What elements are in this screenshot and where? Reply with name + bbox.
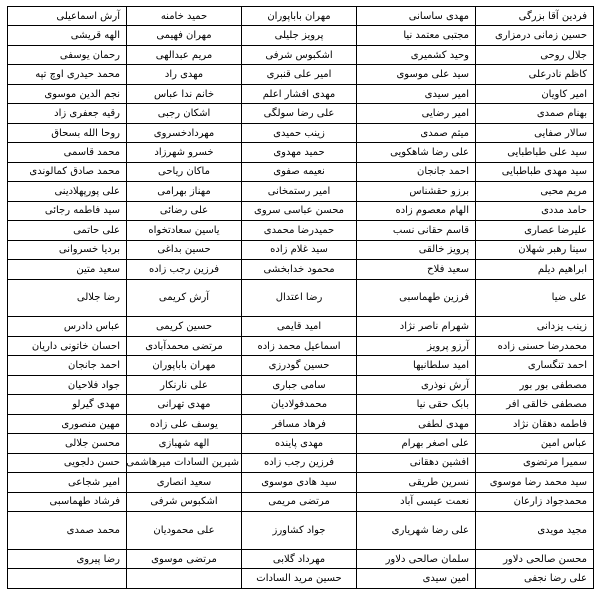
name-cell: محمدجواد زارعان <box>476 492 594 511</box>
name-cell: مهدی پاینده <box>242 434 357 453</box>
name-cell: سید غلام زاده <box>242 240 357 259</box>
name-cell: مهدی لطفی <box>357 414 476 433</box>
table-row <box>8 104 594 123</box>
name-cell: مصطفی خالقی افر <box>476 395 594 414</box>
name-cell: اسماعیل محمد زاده <box>242 336 357 355</box>
name-cell: فرزین رجب زاده <box>242 453 357 472</box>
table-row <box>8 569 594 589</box>
table-row <box>8 162 594 181</box>
name-cell: رقیه جعفری زاد <box>8 104 127 123</box>
name-cell: آرزو پرویز <box>357 336 476 355</box>
table-row <box>8 395 594 414</box>
name-cell: آرش اسماعیلی <box>8 7 127 26</box>
names-table <box>7 6 594 589</box>
name-cell: قاسم حقانی نسب <box>357 221 476 240</box>
table-row <box>8 453 594 472</box>
name-cell: فردین آقا بزرگی <box>476 7 594 26</box>
name-cell: مرتضی موسوی <box>127 549 242 568</box>
name-cell: بردیا خسروانی <box>8 240 127 259</box>
name-cell: زینب یزدانی <box>476 317 594 336</box>
name-cell: نعمت عیسی آباد <box>357 492 476 511</box>
name-cell: مهرداد گلابی <box>242 549 357 568</box>
name-cell: رضا جلالی <box>8 279 127 317</box>
name-cell: امیر رضایی <box>357 104 476 123</box>
name-cell: الهام معصوم زاده <box>357 201 476 220</box>
name-cell: علی ضیا <box>476 279 594 317</box>
name-cell: عباس امین <box>476 434 594 453</box>
name-cell: رحمان یوسفی <box>8 45 127 64</box>
name-cell: حسین زمانی درمزاری <box>476 26 594 45</box>
name-cell: فرزین طهماسبی <box>357 279 476 317</box>
table-row <box>8 65 594 84</box>
name-cell: امیر شجاعی <box>8 473 127 492</box>
name-cell: خانم ندا عباس <box>127 84 242 103</box>
name-cell: محمد حیدری اوچ تپه <box>8 65 127 84</box>
names-table-body <box>8 7 594 589</box>
name-cell: جواد فلاحیان <box>8 375 127 394</box>
name-cell: یاسین سعادتخواه <box>127 221 242 240</box>
name-cell: محمود خدابخشی <box>242 260 357 279</box>
name-cell: محمد قاسمی <box>8 143 127 162</box>
name-cell: محمدرضا حسنی زاده <box>476 336 594 355</box>
name-cell: الهه قریشی <box>8 26 127 45</box>
table-row <box>8 336 594 355</box>
name-cell: محمدفولادیان <box>242 395 357 414</box>
name-cell: نعیمه صفوی <box>242 162 357 181</box>
table-row <box>8 182 594 201</box>
name-cell: آرش کریمی <box>127 279 242 317</box>
name-cell: عباس دادرس <box>8 317 127 336</box>
name-cell: مهناز بهرامی <box>127 182 242 201</box>
name-cell: اشکان رجبی <box>127 104 242 123</box>
name-cell: علی رضا شهریاری <box>357 512 476 550</box>
name-cell: علی اصغر بهرام <box>357 434 476 453</box>
table-row <box>8 375 594 394</box>
table-row <box>8 492 594 511</box>
name-cell: سعید انصاری <box>127 473 242 492</box>
name-cell: فرشاد طهماسبی <box>8 492 127 511</box>
names-sheet <box>7 6 587 589</box>
name-cell: مهدی گیرلو <box>8 395 127 414</box>
table-row <box>8 240 594 259</box>
name-cell: اشکبوس شرفی <box>127 492 242 511</box>
name-cell: جلال روحی <box>476 45 594 64</box>
name-cell: حسین بداغی <box>127 240 242 259</box>
name-cell: خسرو شهرزاد <box>127 143 242 162</box>
name-cell: علی محمودیان <box>127 512 242 550</box>
name-cell: حسین کریمی <box>127 317 242 336</box>
name-cell: یوسف علی زاده <box>127 414 242 433</box>
name-cell: مهران باباپوران <box>127 356 242 375</box>
name-cell: مجتبی معتمد نیا <box>357 26 476 45</box>
name-cell: امین سیدی <box>357 569 476 589</box>
name-cell: مهدی راد <box>127 65 242 84</box>
name-cell: امیر رستمخانی <box>242 182 357 201</box>
name-cell: بابک حقی نیا <box>357 395 476 414</box>
name-cell: سید علی طباطبایی <box>476 143 594 162</box>
name-cell: حسین مرید السادات <box>242 569 357 589</box>
name-cell: حمیدرضا محمدی <box>242 221 357 240</box>
name-cell: شهرام ناصر نژاد <box>357 317 476 336</box>
name-cell: کاظم نادرعلی <box>476 65 594 84</box>
name-cell: محمد صادق کمالوندی <box>8 162 127 181</box>
table-row <box>8 260 594 279</box>
name-cell: علی رضا سولگی <box>242 104 357 123</box>
name-cell: مجید مویدی <box>476 512 594 550</box>
name-cell: افشین دهقانی <box>357 453 476 472</box>
name-cell: مهران فهیمی <box>127 26 242 45</box>
name-cell: مهین منصوری <box>8 414 127 433</box>
name-cell: محسن صالحی دلاور <box>476 549 594 568</box>
table-row <box>8 356 594 375</box>
name-cell: وحید کشمیری <box>357 45 476 64</box>
name-cell: مصطفی بور بور <box>476 375 594 394</box>
name-cell: سمیرا مرتضوی <box>476 453 594 472</box>
name-cell: مهدی ساسانی <box>357 7 476 26</box>
name-cell: سید علی موسوی <box>357 65 476 84</box>
name-cell <box>127 569 242 589</box>
name-cell: احمد جانجان <box>357 162 476 181</box>
name-cell <box>8 569 127 589</box>
name-cell: آرش نوذری <box>357 375 476 394</box>
name-cell: امیر علی قنبری <box>242 65 357 84</box>
table-row <box>8 221 594 240</box>
name-cell: پرویز جلیلی <box>242 26 357 45</box>
name-cell: حمید خامنه <box>127 7 242 26</box>
name-cell: سید مهدی طباطبایی <box>476 162 594 181</box>
name-cell: علی نارنکار <box>127 375 242 394</box>
table-row <box>8 201 594 220</box>
name-cell: ماکان ریاحی <box>127 162 242 181</box>
table-row <box>8 317 594 336</box>
table-row <box>8 143 594 162</box>
name-cell: امید قایمی <box>242 317 357 336</box>
name-cell: علی رضائی <box>127 201 242 220</box>
name-cell: فرزین رجب زاده <box>127 260 242 279</box>
name-cell: شیرین السادات میرهاشمی <box>127 453 242 472</box>
name-cell: مرتضی محمدآبادی <box>127 336 242 355</box>
table-row <box>8 512 594 550</box>
name-cell: محمد صمدی <box>8 512 127 550</box>
name-cell: احسان خاتونی داریان <box>8 336 127 355</box>
name-cell: مهران باباپوران <box>242 7 357 26</box>
name-cell: پرویز خالقی <box>357 240 476 259</box>
name-cell: سینا رهبر شهلان <box>476 240 594 259</box>
name-cell: امیر کاویان <box>476 84 594 103</box>
name-cell: میثم صمدی <box>357 123 476 142</box>
name-cell: علیرضا عصاری <box>476 221 594 240</box>
name-cell: علی پورپهلادینی <box>8 182 127 201</box>
name-cell: مریم محبی <box>476 182 594 201</box>
name-cell: رضا پیروی <box>8 549 127 568</box>
name-cell: مریم عبدالهی <box>127 45 242 64</box>
name-cell: سید فاطمه رجائی <box>8 201 127 220</box>
name-cell: علی حاتمی <box>8 221 127 240</box>
table-row <box>8 7 594 26</box>
name-cell: فاطمه دهقان نژاد <box>476 414 594 433</box>
name-cell: امید سلطانیها <box>357 356 476 375</box>
name-cell: احمد جانجان <box>8 356 127 375</box>
table-row <box>8 549 594 568</box>
name-cell: اشکبوس شرفی <box>242 45 357 64</box>
name-cell: مهدی تهرانی <box>127 395 242 414</box>
name-cell: روحا الله بسحاق <box>8 123 127 142</box>
name-cell: سعید فلاح <box>357 260 476 279</box>
table-row <box>8 473 594 492</box>
name-cell: سلمان صالحی دلاور <box>357 549 476 568</box>
name-cell: علی رضا نجفی <box>476 569 594 589</box>
name-cell: جواد کشاورز <box>242 512 357 550</box>
name-cell: سعید متین <box>8 260 127 279</box>
name-cell: مهدی افشار اعلم <box>242 84 357 103</box>
table-row <box>8 414 594 433</box>
name-cell: علی رضا شاهکویی <box>357 143 476 162</box>
name-cell: محسن جلالی <box>8 434 127 453</box>
name-cell: حسن دلجویی <box>8 453 127 472</box>
name-cell: سامی جباری <box>242 375 357 394</box>
name-cell: حسین گودرزی <box>242 356 357 375</box>
name-cell: نجم الدین موسوی <box>8 84 127 103</box>
name-cell: حمید مهدوی <box>242 143 357 162</box>
table-row <box>8 45 594 64</box>
name-cell: برزو حقشناس <box>357 182 476 201</box>
name-cell: فرهاد مسافر <box>242 414 357 433</box>
name-cell: سید هادی موسوی <box>242 473 357 492</box>
name-cell: حامد مددی <box>476 201 594 220</box>
name-cell: بهنام صمدی <box>476 104 594 123</box>
name-cell: مرتضی مریمی <box>242 492 357 511</box>
name-cell: امیر سیدی <box>357 84 476 103</box>
name-cell: ابراهیم دیلم <box>476 260 594 279</box>
name-cell: سالار صفایی <box>476 123 594 142</box>
name-cell: سید محمد رضا موسوی <box>476 473 594 492</box>
table-row <box>8 123 594 142</box>
table-row <box>8 26 594 45</box>
name-cell: زینب حمیدی <box>242 123 357 142</box>
name-cell: الهه شهبازی <box>127 434 242 453</box>
name-cell: رضا اعتدال <box>242 279 357 317</box>
name-cell: مهردادخسروی <box>127 123 242 142</box>
table-row <box>8 434 594 453</box>
table-row <box>8 84 594 103</box>
name-cell: احمد تنگساری <box>476 356 594 375</box>
name-cell: محسن عباسی سروی <box>242 201 357 220</box>
name-cell: نسرین طریقی <box>357 473 476 492</box>
table-row <box>8 279 594 317</box>
